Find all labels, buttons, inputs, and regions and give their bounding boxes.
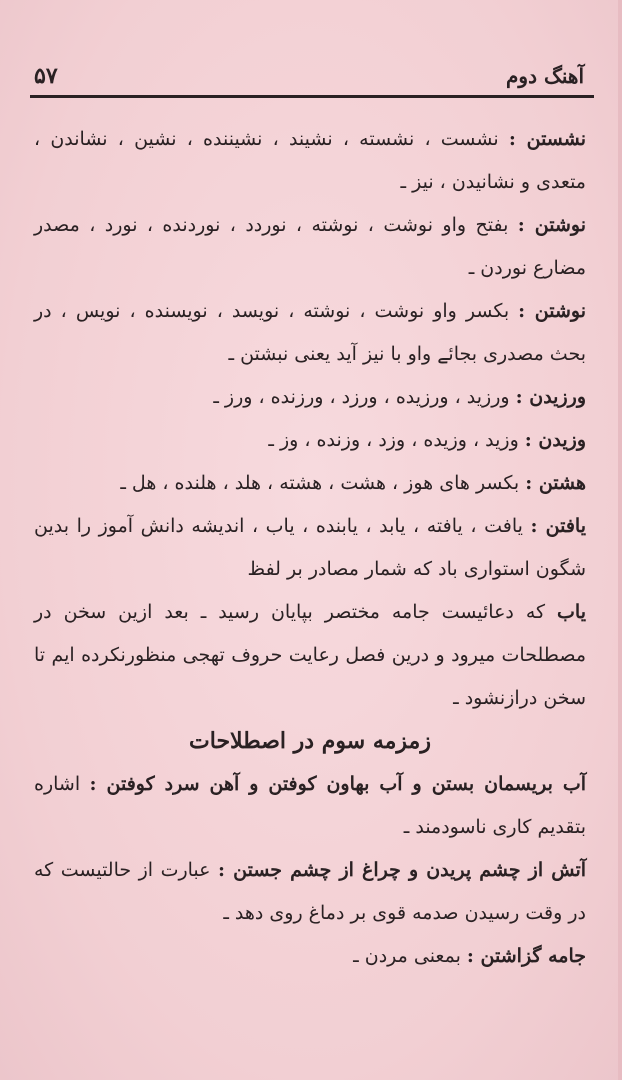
entry-neveshtan xyxy=(34,290,586,376)
header-title: آهنگ دوم xyxy=(506,64,584,88)
page-number: ۵۷ xyxy=(34,63,58,89)
entry-text: یافت ، یافته ، یابد ، یابنده ، یاب ، اندیشه دانش آموز را بدین شگون استواری باد که شمار مصادر بر لفظ xyxy=(34,515,586,580)
page-edge xyxy=(618,0,622,1080)
entry-nowashtan xyxy=(34,204,586,290)
entry-term: ورزیدن : xyxy=(515,386,586,408)
entry-term: نوشتن : xyxy=(518,300,586,322)
entry-term: هشتن : xyxy=(525,472,586,494)
entry-yaftan xyxy=(34,505,586,591)
idiom-entry xyxy=(34,763,586,849)
entry-term: نشستن : xyxy=(508,128,586,150)
header-rule xyxy=(30,95,594,98)
idiom-entry xyxy=(34,935,586,978)
entry-term: نوشتن : xyxy=(517,214,586,236)
idiom-text: بمعنی مردن ـ xyxy=(353,945,461,967)
entry-term: وزیدن : xyxy=(524,429,586,451)
idiom-term: آب بریسمان بستن و آب بهاون کوفتن و آهن سرد کوفتن : xyxy=(89,773,586,795)
idiom-text: عبارت از حالتیست که در وقت رسیدن صدمه قوی بر دماغ روی دهد ـ xyxy=(34,859,586,924)
entry-text: بکسر واو نوشت ، نوشته ، نویسد ، نویسنده ، نویس ، در بحث مصدری بجائے واو با نیز آید یعنی نبشتن ـ xyxy=(34,300,586,365)
idiom-term: آتش از چشم پریدن و چراغ از چشم جستن : xyxy=(218,859,587,881)
idiom-entry xyxy=(34,849,586,935)
closing-paragraph xyxy=(34,591,586,720)
entry-text: بفتح واو نوشت ، نوشته ، نوردد ، نوردنده ، نورد ، مصدر مضارع نوردن ـ xyxy=(34,214,586,279)
entry-text: نشست ، نشسته ، نشیند ، نشیننده ، نشین ، نشاندن ، متعدی و نشانیدن ، نیز ـ xyxy=(34,128,586,193)
page-body xyxy=(34,118,586,978)
closing-text: که دعائیست جامه مختصر بپایان رسید ـ بعد ازین سخن در مصطلحات میرود و درین فصل رعایت حروف تهجی منظورنکرده ایم تا سخن درازنشود ـ xyxy=(34,601,586,709)
entry-term: یافتن : xyxy=(530,515,586,537)
entry-text: ورزید ، ورزیده ، ورزد ، ورزنده ، ورز ـ xyxy=(213,386,510,408)
section-heading: زمزمه سوم در اصطلاحات xyxy=(189,728,431,754)
entry-heshtan xyxy=(34,462,586,505)
entry-text: وزید ، وزیده ، وزد ، وزنده ، وز ـ xyxy=(268,429,519,451)
idiom-text: اشاره بتقدیم کاری ناسودمند ـ xyxy=(34,773,586,838)
running-header xyxy=(28,58,592,94)
entry-neshastan xyxy=(34,118,586,204)
entry-varzidan xyxy=(34,376,586,419)
entry-text: بکسر های هوز ، هشت ، هشته ، هلد ، هلنده ، هل ـ xyxy=(120,472,520,494)
entry-vazidan xyxy=(34,419,586,462)
idiom-term: جامه گزاشتن : xyxy=(466,945,586,967)
closing-lead: یاب xyxy=(557,601,586,623)
